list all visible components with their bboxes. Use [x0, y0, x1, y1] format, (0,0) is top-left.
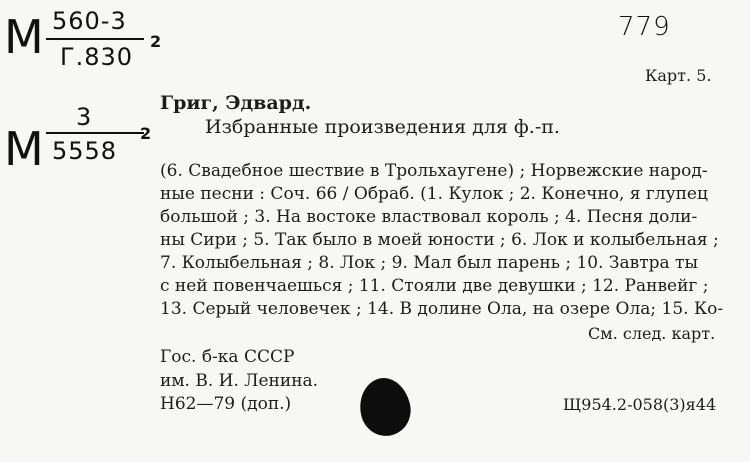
title: Избранные произведения для ф.-п.	[205, 116, 560, 138]
card-number-label: Карт. 5.	[645, 66, 712, 85]
shelfmark-bottom-letter: М	[4, 122, 44, 176]
contents-line: ны Сири ; 5. Так было в моей юности ; 6. Лок и колыбельная ;	[160, 230, 719, 250]
contents-line: большой ; 3. На востоке властвовал король ; 4. Песня доли-	[160, 207, 698, 227]
shelfmark-bottom-superscript: 2	[140, 124, 152, 143]
shelfmark-bottom-rule	[46, 132, 144, 134]
corner-number: 779	[618, 12, 671, 42]
ink-blot	[355, 373, 416, 440]
contents-line: (6. Свадебное шествие в Трольхаугене) ; Норвежские народ-	[160, 161, 708, 181]
library-name-line2: им. В. И. Ленина.	[160, 371, 319, 391]
shelfmark-top-letter: М	[4, 10, 44, 64]
continuation-note: См. след. карт.	[588, 324, 716, 343]
classification-code: Щ954.2-058(3)я44	[563, 395, 717, 414]
shelfmark-top-rule	[46, 38, 144, 40]
shelfmark-bottom-numerator: 3	[76, 103, 93, 131]
contents-line: с ней повенчаешься ; 11. Стояли две девушки ; 12. Ранвейг ;	[160, 276, 709, 296]
contents-line: ные песни : Соч. 66 / Обраб. (1. Кулок ; 2. Конечно, я глупец	[160, 184, 708, 204]
author-heading: Григ, Эдвард.	[160, 92, 312, 114]
library-name: Гос. б-ка СССР	[160, 347, 295, 367]
contents-line: 7. Колыбельная ; 8. Лок ; 9. Мал был парень ; 10. Завтра ты	[160, 253, 698, 273]
contents-line: 13. Серый человечек ; 14. В долине Ола, на озере Ола; 15. Ко-	[160, 299, 724, 319]
shelfmark-top-denominator: Г.830	[60, 43, 134, 71]
shelfmark-top-superscript: 2	[150, 32, 162, 51]
shelfmark-bottom-denominator: 5558	[52, 137, 118, 165]
shelfmark-top-numerator: 560-3	[52, 7, 127, 35]
accession-number: Н62—79 (доп.)	[160, 394, 292, 414]
